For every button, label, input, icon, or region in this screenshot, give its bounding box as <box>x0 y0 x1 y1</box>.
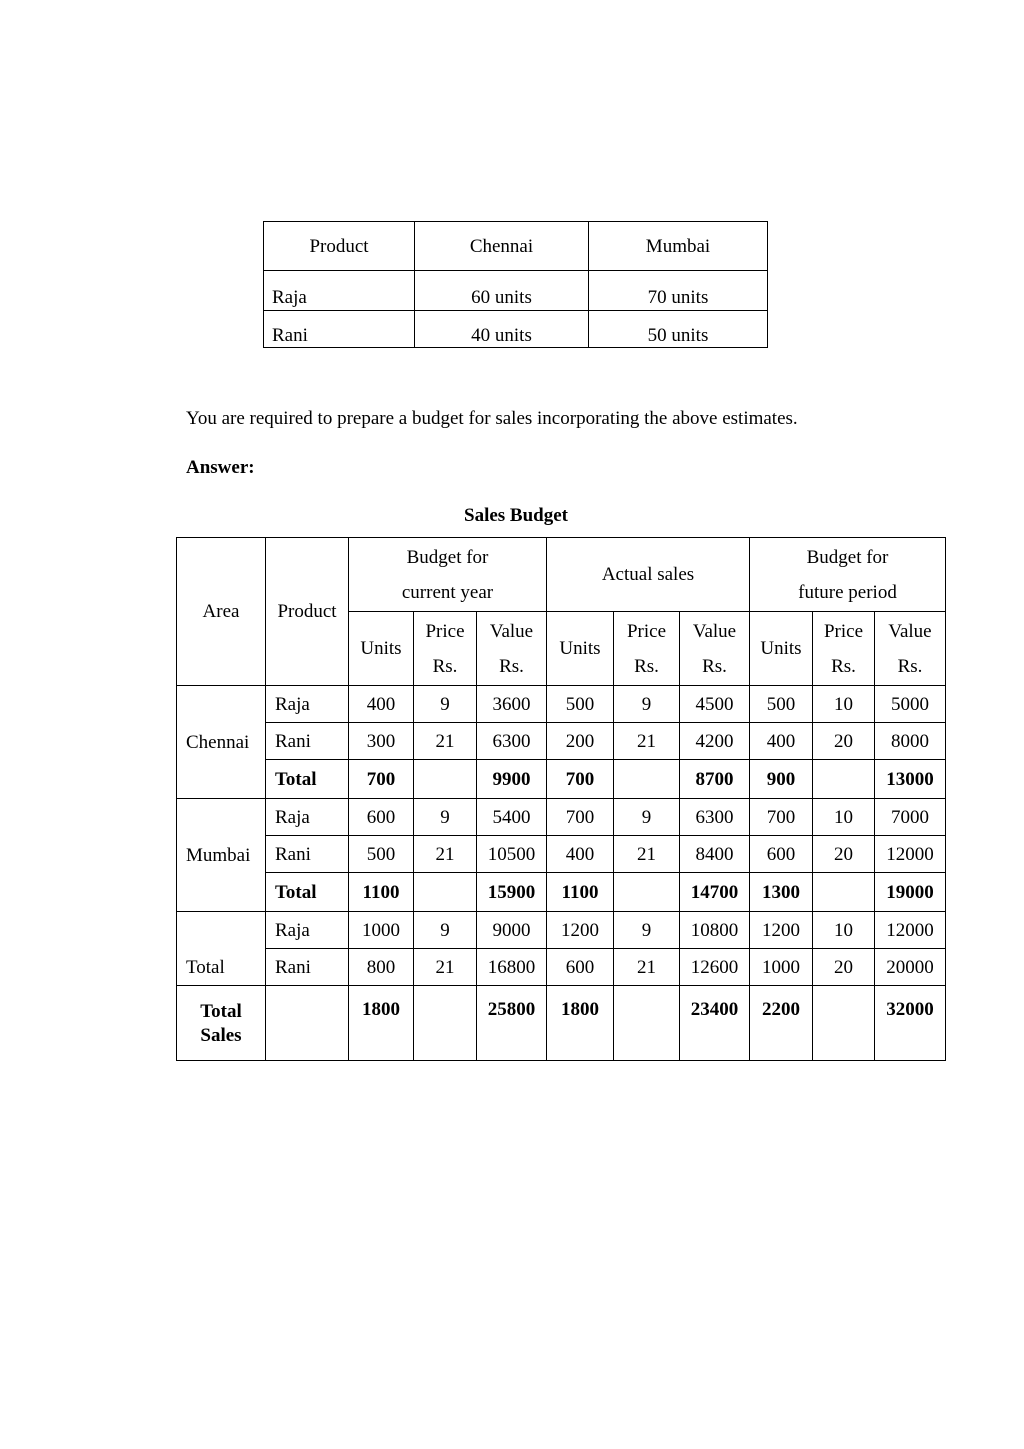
value-cell <box>414 873 477 912</box>
product-cell <box>266 986 349 1061</box>
product-cell: Raja <box>266 686 349 723</box>
value-cell: 700 <box>750 799 813 836</box>
mumbai-total-row <box>177 873 946 912</box>
product-cell: Rani <box>266 723 349 760</box>
price-header: Price Rs. <box>614 612 680 686</box>
area-total: Total <box>177 912 266 986</box>
value-cell: 13000 <box>875 760 946 799</box>
mumbai-cell: 50 units <box>589 311 768 348</box>
product-cell: Raja <box>266 799 349 836</box>
value-cell: 25800 <box>477 986 547 1061</box>
units-header: Units <box>750 612 813 686</box>
value-cell <box>614 986 680 1061</box>
value-cell <box>813 760 875 799</box>
product-cell: Rani <box>264 311 415 348</box>
value-cell: 21 <box>414 836 477 873</box>
product-cell: Rani <box>266 949 349 986</box>
group-current-year: Budget for current year <box>349 538 547 612</box>
value-cell: 9 <box>414 912 477 949</box>
area-header: Area <box>177 538 266 686</box>
total-sales-label: Total Sales <box>177 986 266 1061</box>
header-chennai: Chennai <box>415 222 589 271</box>
product-cell: Rani <box>266 836 349 873</box>
value-cell: 21 <box>614 949 680 986</box>
product-cell: Total <box>266 760 349 799</box>
value-cell: 1800 <box>349 986 414 1061</box>
value-cell: 4200 <box>680 723 750 760</box>
value-cell: 600 <box>750 836 813 873</box>
product-header: Product <box>266 538 349 686</box>
value-cell: 20 <box>813 723 875 760</box>
value-cell: 700 <box>349 760 414 799</box>
group-future-period: Budget for future period <box>750 538 946 612</box>
value-cell: 800 <box>349 949 414 986</box>
total-raja-row <box>177 912 946 949</box>
value-cell <box>614 760 680 799</box>
value-cell: 32000 <box>875 986 946 1061</box>
value-cell: 19000 <box>875 873 946 912</box>
chennai-total-row <box>177 760 946 799</box>
value-cell: 600 <box>547 949 614 986</box>
estimates-header-row <box>264 222 768 271</box>
area-mumbai: Mumbai <box>177 799 266 912</box>
value-cell: 400 <box>547 836 614 873</box>
value-cell: 400 <box>750 723 813 760</box>
product-cell: Raja <box>266 912 349 949</box>
value-cell: 9 <box>414 799 477 836</box>
value-cell: 300 <box>349 723 414 760</box>
group-actual-sales: Actual sales <box>547 538 750 612</box>
value-cell: 10 <box>813 912 875 949</box>
price-header: Price Rs. <box>813 612 875 686</box>
budget-title: Sales Budget <box>464 505 568 526</box>
value-cell: 20000 <box>875 949 946 986</box>
value-cell: 6300 <box>680 799 750 836</box>
value-cell <box>813 986 875 1061</box>
value-cell: 1000 <box>349 912 414 949</box>
sales-budget-table <box>176 537 946 1061</box>
value-cell: 8700 <box>680 760 750 799</box>
area-chennai: Chennai <box>177 686 266 799</box>
value-cell: 10 <box>813 686 875 723</box>
value-cell: 700 <box>547 760 614 799</box>
value-cell: 500 <box>547 686 614 723</box>
value-cell: 12600 <box>680 949 750 986</box>
total-sales-row <box>177 986 946 1061</box>
budget-header-row-1 <box>177 538 946 612</box>
value-cell: 10800 <box>680 912 750 949</box>
value-cell: 21 <box>614 836 680 873</box>
value-cell: 9 <box>414 686 477 723</box>
value-cell: 10 <box>813 799 875 836</box>
value-cell: 14700 <box>680 873 750 912</box>
value-cell: 9 <box>614 686 680 723</box>
mumbai-cell: 70 units <box>589 271 768 311</box>
value-cell: 5000 <box>875 686 946 723</box>
value-cell: 1800 <box>547 986 614 1061</box>
mumbai-rani-row <box>177 836 946 873</box>
units-header: Units <box>349 612 414 686</box>
chennai-cell: 60 units <box>415 271 589 311</box>
value-cell: 7000 <box>875 799 946 836</box>
value-cell: 12000 <box>875 912 946 949</box>
answer-label: Answer: <box>186 457 255 478</box>
value-cell: 1300 <box>750 873 813 912</box>
value-cell: 10500 <box>477 836 547 873</box>
value-cell: 700 <box>547 799 614 836</box>
value-cell: 21 <box>414 723 477 760</box>
value-cell: 200 <box>547 723 614 760</box>
value-cell: 3600 <box>477 686 547 723</box>
value-cell: 9900 <box>477 760 547 799</box>
mumbai-raja-row <box>177 799 946 836</box>
value-cell: 9000 <box>477 912 547 949</box>
value-header: Value Rs. <box>477 612 547 686</box>
value-cell: 5400 <box>477 799 547 836</box>
value-header: Value Rs. <box>680 612 750 686</box>
value-cell: 500 <box>750 686 813 723</box>
value-cell <box>614 873 680 912</box>
value-cell: 900 <box>750 760 813 799</box>
value-cell: 8400 <box>680 836 750 873</box>
value-cell: 1200 <box>547 912 614 949</box>
value-cell: 400 <box>349 686 414 723</box>
value-cell: 4500 <box>680 686 750 723</box>
value-cell: 9 <box>614 912 680 949</box>
value-cell: 8000 <box>875 723 946 760</box>
value-cell: 16800 <box>477 949 547 986</box>
value-cell: 600 <box>349 799 414 836</box>
estimates-row-raja <box>264 271 768 311</box>
question-text: You are required to prepare a budget for sales incorporating the above estimates. <box>186 408 798 429</box>
value-cell: 6300 <box>477 723 547 760</box>
value-cell: 2200 <box>750 986 813 1061</box>
product-cell: Total <box>266 873 349 912</box>
value-cell: 20 <box>813 836 875 873</box>
value-header: Value Rs. <box>875 612 946 686</box>
value-cell: 12000 <box>875 836 946 873</box>
units-header: Units <box>547 612 614 686</box>
total-rani-row <box>177 949 946 986</box>
value-cell: 21 <box>614 723 680 760</box>
value-cell: 23400 <box>680 986 750 1061</box>
chennai-cell: 40 units <box>415 311 589 348</box>
value-cell: 9 <box>614 799 680 836</box>
value-cell: 1200 <box>750 912 813 949</box>
value-cell <box>414 986 477 1061</box>
chennai-rani-row <box>177 723 946 760</box>
header-mumbai: Mumbai <box>589 222 768 271</box>
value-cell: 1100 <box>547 873 614 912</box>
value-cell: 21 <box>414 949 477 986</box>
estimates-row-rani <box>264 311 768 348</box>
value-cell: 1000 <box>750 949 813 986</box>
value-cell: 1100 <box>349 873 414 912</box>
value-cell: 500 <box>349 836 414 873</box>
estimates-table <box>263 221 768 348</box>
price-header: Price Rs. <box>414 612 477 686</box>
header-product: Product <box>264 222 415 271</box>
product-cell: Raja <box>264 271 415 311</box>
value-cell <box>813 873 875 912</box>
value-cell: 15900 <box>477 873 547 912</box>
value-cell <box>414 760 477 799</box>
value-cell: 20 <box>813 949 875 986</box>
chennai-raja-row <box>177 686 946 723</box>
